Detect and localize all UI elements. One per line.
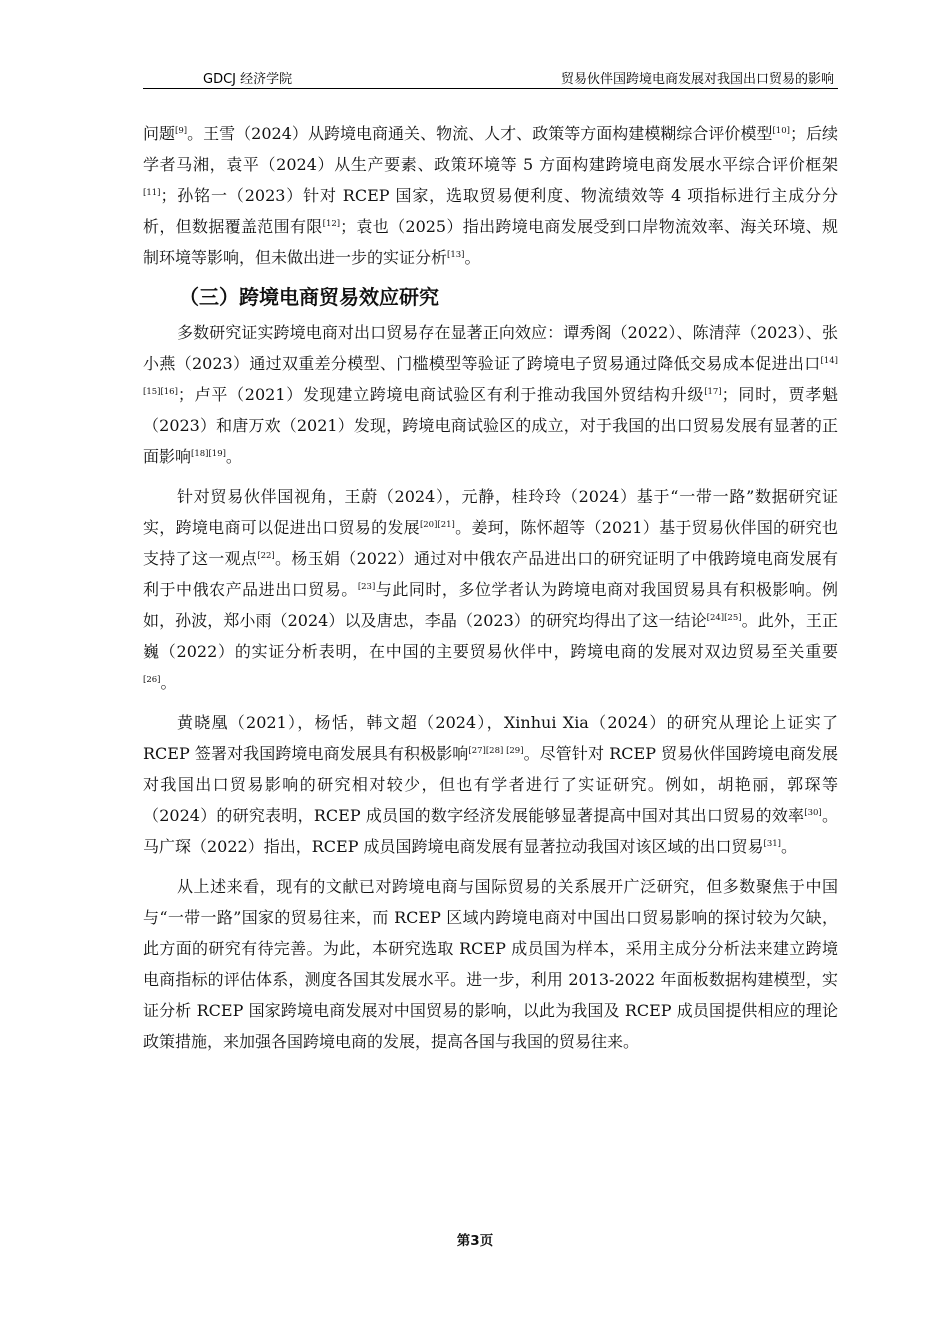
text-run: 针对贸易伙伴国视角，王蔚（2024），元静，桂玲玲（2024）基于“一带一路”数据研究证实，跨境电商可以促进出口贸易的发展 bbox=[143, 487, 838, 537]
text-run: 。 bbox=[225, 447, 242, 466]
text-run: 。 bbox=[464, 248, 481, 267]
header-institution: GDCJ 经济学院 bbox=[203, 72, 293, 87]
text-run: 。杨玉娟（2022）通过对中俄农产品进出口的研究证明了中俄跨境电商发展有利于中俄农产品进出口贸易。 bbox=[143, 549, 838, 599]
citation-ref: [18][19] bbox=[191, 449, 226, 459]
text-run: ；孙铭一（2023）针对 RCEP 国家，选取贸易便利度、物流绩效等 4 项指标进行主成分分析，但数据覆盖范围有限 bbox=[143, 186, 838, 236]
paragraph bbox=[143, 481, 838, 698]
text-run: ；袁也（2025）指出跨境电商发展受到口岸物流效率、海关环境、规制环境等影响，但未做出进一步的实证分析 bbox=[143, 217, 838, 267]
text-run: ；后续学者马湘，袁平（2024）从生产要素、政策环境等 5 方面构建跨境电商发展水平综合评价框架 bbox=[143, 124, 838, 174]
text-run: ；同时，贾孝魁（2023）和唐万欢（2021）发现，跨境电商试验区的成立，对于我国的出口贸易发展有显著的正面影响 bbox=[143, 385, 838, 466]
section-heading: （三）跨境电商贸易效应研究 bbox=[179, 285, 439, 309]
text-run: 黄晓凰（2021），杨恬，韩文超（2024），Xinhui Xia（2024）的研究从理论上证实了 RCEP 签署对我国跨境电商发展具有积极影响 bbox=[143, 713, 838, 763]
text-run: 。马广琛（2022）指出，RCEP 成员国跨境电商发展有显著拉动我国对该区域的出口贸易 bbox=[143, 806, 838, 856]
citation-ref: [10] bbox=[772, 126, 790, 136]
citation-ref: [31] bbox=[763, 839, 781, 849]
citation-ref: [24][25] bbox=[706, 613, 742, 623]
text-run: 与此同时，多位学者认为跨境电商对我国贸易具有积极影响。例如，孙波，郑小雨（2024）以及唐忠，李晶（2023）的研究均得出了这一结论 bbox=[143, 580, 838, 630]
paragraph-continued bbox=[143, 118, 838, 273]
paragraph bbox=[143, 707, 838, 862]
citation-ref: [20][21] bbox=[419, 520, 455, 530]
text-run: 。尽管针对 RCEP 贸易伙伴国跨境电商发展对我国出口贸易影响的研究相对较少，但也有学者进行了实证研究。例如，胡艳丽，郭琛等（2024）的研究表明，RCEP 成员国的数字经济发展能够显著提高中国对其出口贸易的效率 bbox=[143, 744, 838, 825]
text-run: ；卢平（2021）发现建立跨境电商试验区有利于推动我国外贸结构升级 bbox=[177, 385, 705, 404]
citation-ref: [30] bbox=[804, 808, 822, 818]
citation-ref: [26] bbox=[143, 675, 161, 685]
page-body bbox=[143, 118, 838, 1057]
citation-ref: [12] bbox=[322, 219, 341, 229]
text-run: 。姜珂，陈怀超等（2021）基于贸易伙伴国的研究也支持了这一观点 bbox=[143, 518, 838, 568]
running-header bbox=[143, 66, 838, 89]
text-run: 。王雪（2024）从跨境电商通关、物流、人才、政策等方面构建模糊综合评价模型 bbox=[187, 124, 773, 143]
citation-ref: [23] bbox=[357, 582, 376, 592]
paragraph bbox=[143, 871, 838, 1057]
text-run: 问题 bbox=[143, 124, 176, 143]
page-number: 第3页 bbox=[456, 1233, 494, 1249]
text-run: 多数研究证实跨境电商对出口贸易存在显著正向效应：谭秀阁（2022）、陈清萍（2023）、张小燕（2023）通过双重差分模型、门槛模型等验证了跨境电子贸易通过降低交易成本促进出口 bbox=[143, 323, 838, 373]
citation-ref: [17] bbox=[704, 387, 722, 397]
paragraph bbox=[143, 317, 838, 472]
citation-ref: [27][28] [29] bbox=[468, 746, 524, 756]
citation-ref: [9] bbox=[175, 126, 188, 136]
text-run: 从上述来看，现有的文献已对跨境电商与国际贸易的关系展开广泛研究，但多数聚焦于中国与“一带一路”国家的贸易往来，而 RCEP 区域内跨境电商对中国出口贸易影响的探讨较为欠缺，此方面的研究有待完善。为此，本研究选取 RCEP 成员国为样本，采用主成分分析法来建立跨境电商指标的评估体系，测度各国其发展水平。进一步，利用 2013-2022 年面板数据构建模型，实证分析 RCEP 国家跨境电商发展对中国贸易的影响，以此为我国及 RCEP 成员国提供相应的理论政策措施，来加强各国跨境电商的发展，提高各国与我国的贸易往来。 bbox=[143, 877, 838, 1051]
text-run: 。 bbox=[160, 673, 177, 692]
text-run: 。 bbox=[781, 837, 798, 856]
text-run: 。此外，王正巍（2022）的实证分析表明，在中国的主要贸易伙伴中，跨境电商的发展对双边贸易至关重要 bbox=[143, 611, 838, 661]
citation-ref: [11] bbox=[143, 188, 161, 198]
citation-ref: [13] bbox=[447, 250, 465, 260]
citation-ref: [22] bbox=[257, 551, 275, 561]
citation-ref: [14][15][16] bbox=[143, 356, 838, 397]
header-paper-title: 贸易伙伴国跨境电商发展对我国出口贸易的影响 bbox=[560, 72, 834, 87]
